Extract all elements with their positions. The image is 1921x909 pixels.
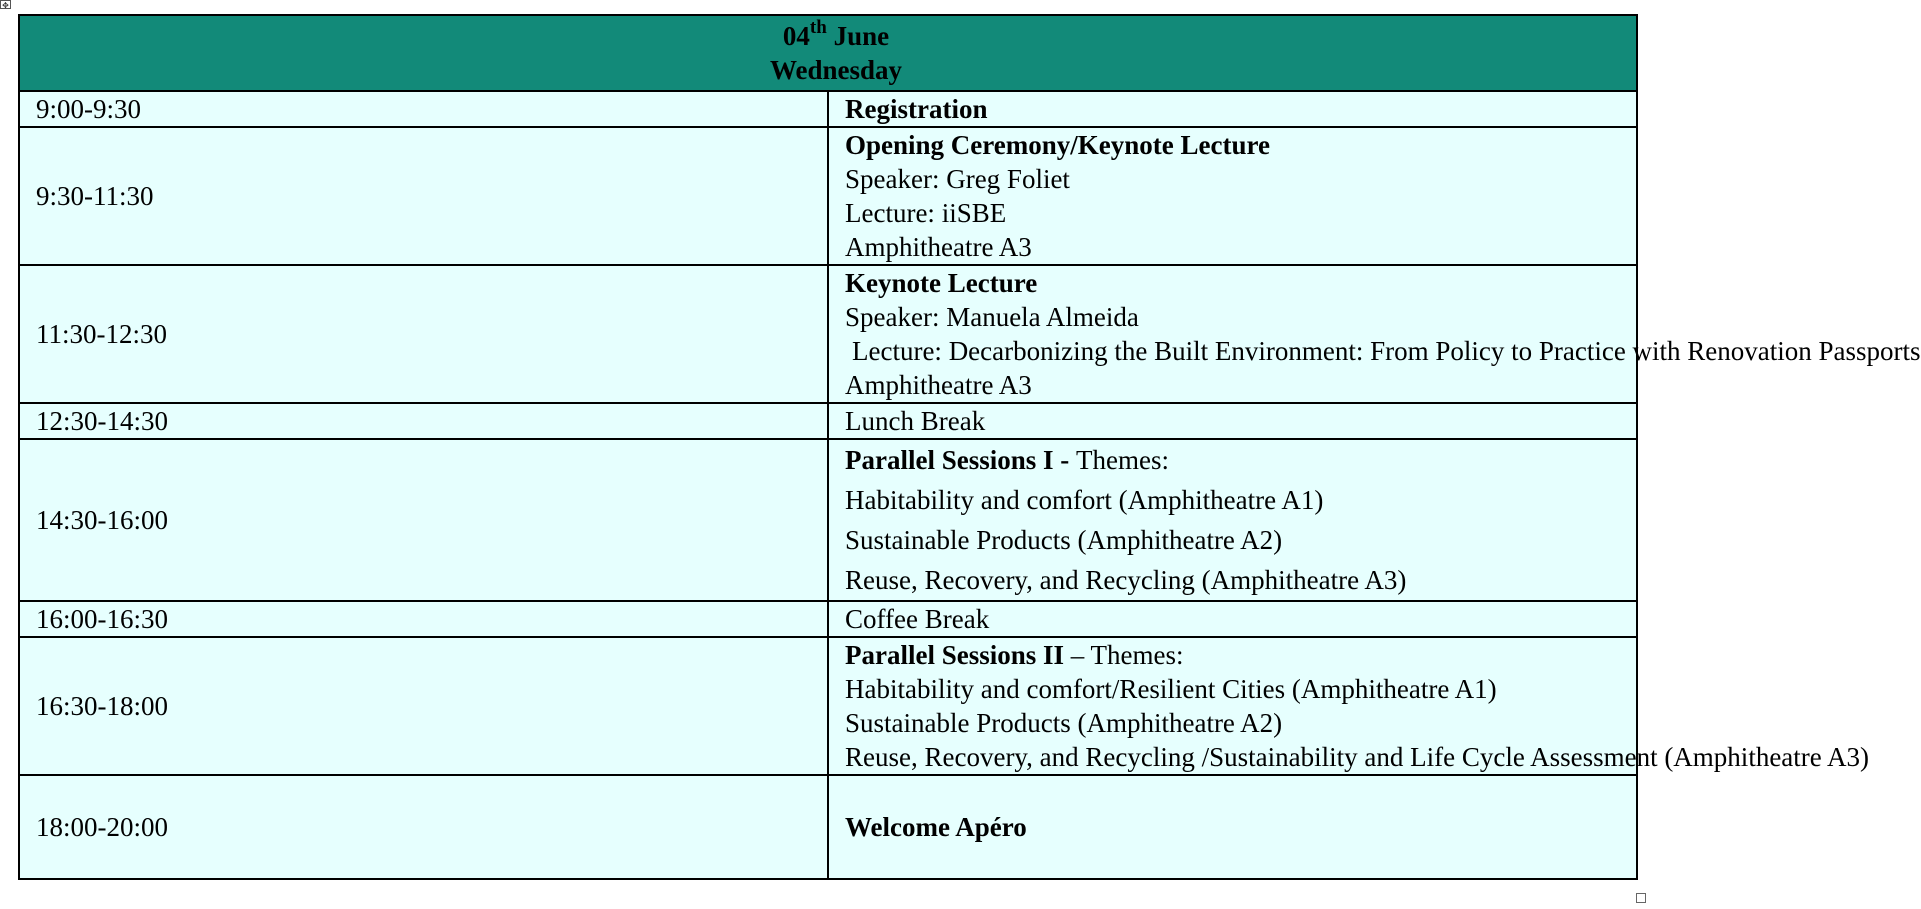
event-subtitle: Themes:	[1076, 445, 1169, 475]
header-row	[19, 15, 1637, 91]
event-title: Keynote Lecture	[845, 268, 1038, 298]
event-cell	[828, 637, 1870, 775]
time-cell: 16:30-18:00	[19, 637, 828, 775]
schedule-table	[18, 14, 1921, 880]
time-cell: 9:30-11:30	[19, 127, 828, 265]
theme-item: Habitability and comfort (Amphitheatre A1)	[845, 485, 1324, 515]
event-speaker: Speaker: Manuela Almeida	[845, 302, 1139, 332]
day-number: 04	[782, 21, 810, 51]
event-title: Welcome Apéro	[845, 812, 1027, 842]
table-resize-handle[interactable]	[1636, 893, 1646, 903]
event-title: Coffee Break	[845, 604, 990, 634]
event-title: Parallel Sessions I -	[845, 445, 1077, 475]
event-heading	[845, 440, 1636, 480]
time-cell: 18:00-20:00	[19, 775, 828, 879]
event-cell	[828, 775, 1637, 879]
event-location: Amphitheatre A3	[845, 370, 1032, 400]
table-move-handle[interactable]: ✥	[0, 0, 11, 9]
table-row	[19, 403, 1637, 439]
table-row	[19, 439, 1637, 601]
event-speaker: Speaker: Greg Foliet	[845, 164, 1070, 194]
weekday: Wednesday	[769, 55, 903, 85]
event-title: Parallel Sessions II	[845, 640, 1065, 670]
day-suffix: th	[809, 17, 827, 38]
time-cell: 14:30-16:00	[19, 439, 828, 601]
event-location: Amphitheatre A3	[845, 232, 1032, 262]
table-row	[19, 91, 1637, 127]
theme-item: Habitability and comfort/Resilient Cities (Amphitheatre A1)	[845, 674, 1497, 704]
table-row	[19, 265, 1637, 403]
time-cell: 12:30-14:30	[19, 403, 828, 439]
time-cell: 9:00-9:30	[19, 91, 828, 127]
table-row	[19, 775, 1637, 879]
event-cell	[828, 265, 1921, 403]
theme-item: Sustainable Products (Amphitheatre A2)	[845, 525, 1283, 555]
theme-item: Reuse, Recovery, and Recycling (Amphitheatre A3)	[845, 565, 1407, 595]
time-cell: 11:30-12:30	[19, 265, 828, 403]
event-title: Lunch Break	[845, 406, 986, 436]
event-cell	[828, 403, 1637, 439]
event-title: Opening Ceremony/Keynote Lecture	[845, 130, 1270, 160]
theme-item: Reuse, Recovery, and Recycling /Sustainability and Life Cycle Assessment (Amphitheatre A3)	[845, 742, 1870, 772]
event-lecture: Lecture: iiSBE	[845, 198, 1007, 228]
day-header	[19, 15, 1637, 91]
event-title: Registration	[845, 94, 988, 124]
event-lecture: Lecture: Decarbonizing the Built Environment: From Policy to Practice with Renovation Passports	[852, 336, 1921, 366]
event-heading	[845, 638, 1636, 672]
month: June	[833, 21, 890, 51]
event-cell	[828, 439, 1637, 601]
table-row	[19, 127, 1637, 265]
table-row	[19, 601, 1637, 637]
table-row	[19, 637, 1637, 775]
event-cell	[828, 601, 1637, 637]
event-cell	[828, 127, 1637, 265]
date-line	[36, 19, 1636, 53]
time-cell: 16:00-16:30	[19, 601, 828, 637]
event-subtitle: – Themes:	[1064, 640, 1184, 670]
theme-item: Sustainable Products (Amphitheatre A2)	[845, 708, 1283, 738]
event-cell	[828, 91, 1637, 127]
